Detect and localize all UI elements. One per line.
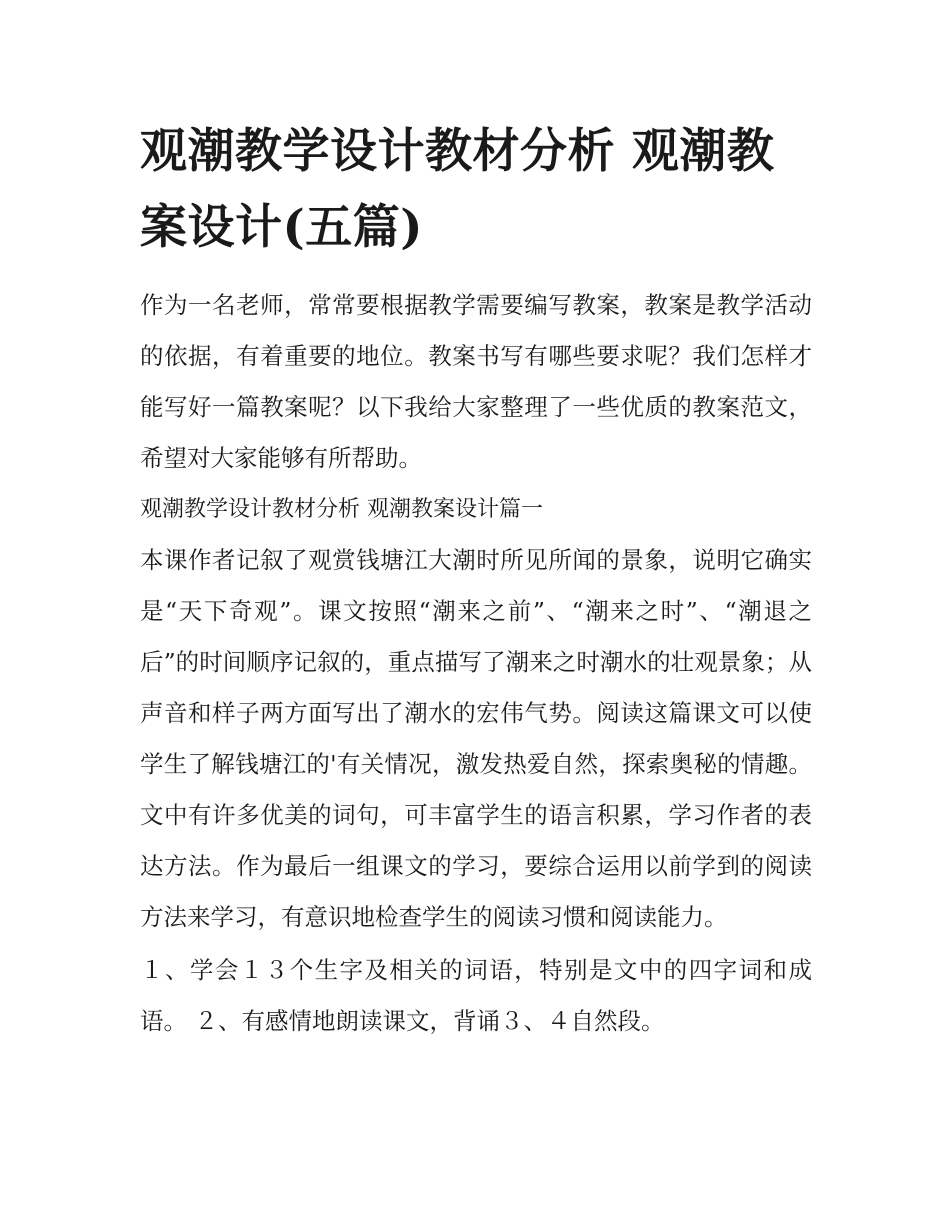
document-page: [140, 0, 812, 1047]
intro-paragraph: 作为一名老师，常常要根据教学需要编写教案，教案是教学活动的依据，有着重要的地位。教案书写有哪些要求呢？我们怎样才能写好一篇教案呢？以下我给大家整理了一些优质的教案范文，希望对大家能够有所帮助。: [140, 291, 812, 472]
body-paragraph: 本课作者记叙了观赏钱塘江大潮时所见所闻的景象，说明它确实是“天下奇观”。课文按照“潮来之前”、“潮来之时”、“潮退之后”的时间顺序记叙的，重点描写了潮来之时潮水的壮观景象；从声音和样子两方面写出了潮水的宏伟气势。阅读这篇课文可以使学生了解钱塘江的'有关情况，激发热爱自然，探索奥秘的情趣。文中有许多优美的词句，可丰富学生的语言积累，学习作者的表达方法。作为最后一组课文的学习，要综合运用以前学到的阅读方法来学习，有意识地检查学生的阅读习惯和阅读能力。: [140, 546, 812, 931]
document-title: 观潮教学设计教材分析 观潮教案设计(五篇): [140, 124, 775, 255]
objectives-list: １、学会１３个生字及相关的词语，特别是文中的四字词和成语。 ２、有感情地朗读课文，背诵３、４自然段。: [140, 956, 812, 1035]
section-heading: 观潮教学设计教材分析 观潮教案设计篇一: [140, 497, 543, 522]
